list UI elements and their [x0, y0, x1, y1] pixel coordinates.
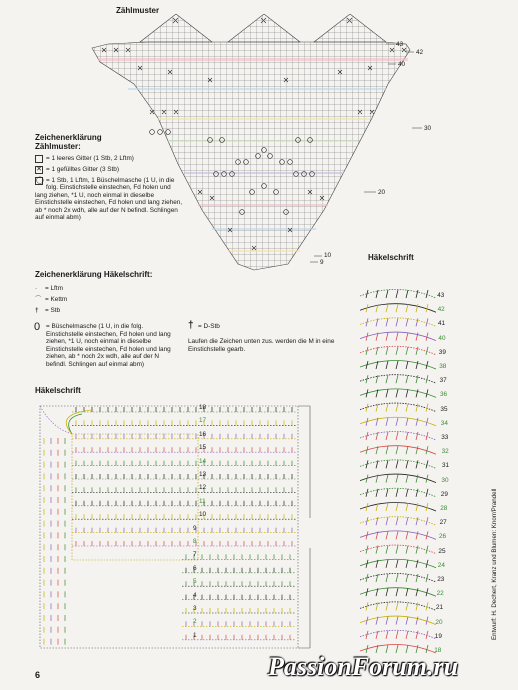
legend-note: Laufen die Zeichen unten zus. werden die M in eine Einstichstelle gearb. — [188, 338, 335, 353]
left-row-number: 15 — [199, 444, 207, 452]
curved-stitch — [396, 389, 398, 397]
curved-stitch — [416, 432, 418, 440]
curved-stitch — [416, 546, 418, 554]
curved-stitch — [386, 375, 388, 383]
pattern-row-label: 10 — [324, 252, 332, 259]
right-row-number: 24 — [437, 561, 445, 569]
curved-stitch — [416, 446, 418, 454]
curved-stitch — [416, 418, 418, 426]
right-row-number: 36 — [440, 391, 448, 399]
left-row-number: 18 — [199, 404, 207, 411]
crochet-legend-title: Zeichenerklärung Häkelschrift: — [35, 270, 153, 279]
curved-stitch — [416, 560, 418, 568]
pattern-grid-chart — [88, 14, 428, 276]
curved-stitch — [416, 290, 418, 298]
right-row-number: 19 — [434, 632, 442, 640]
curved-stitch — [416, 304, 418, 312]
left-row-number: 14 — [199, 457, 207, 465]
curved-stitch — [386, 617, 388, 625]
curved-stitch — [386, 546, 388, 554]
left-row-number: 17 — [199, 417, 207, 425]
curved-stitch — [386, 389, 388, 397]
pattern-row-label: 43 — [396, 41, 404, 48]
curved-stitch — [406, 517, 408, 525]
right-row-number: 39 — [438, 348, 446, 356]
curved-stitch — [416, 375, 418, 383]
curved-stitch — [396, 588, 398, 596]
right-row-number: 34 — [440, 419, 448, 427]
curved-stitch — [386, 333, 388, 341]
curved-stitch — [396, 617, 398, 625]
right-row-number: 38 — [439, 363, 447, 370]
curved-stitch — [396, 560, 398, 568]
curved-stitch — [386, 560, 388, 568]
legend-treble: † = Stb — [35, 307, 61, 314]
left-row-number: 12 — [199, 484, 207, 492]
curved-stitch — [406, 446, 408, 454]
curved-stitch — [406, 375, 408, 383]
curved-stitch — [406, 404, 408, 412]
curved-stitch — [396, 574, 398, 582]
right-row-number: 27 — [439, 519, 447, 527]
curved-stitch — [386, 432, 388, 440]
crochet-chart-square — [32, 398, 334, 654]
curved-stitch — [386, 318, 388, 326]
curved-stitch — [396, 517, 398, 525]
curved-stitch — [386, 517, 388, 525]
designer-credit: Entwurf: H. Dechert, Kranz und Blumen: Knorr/Prandell — [491, 488, 498, 640]
curved-stitch — [406, 418, 408, 426]
count-legend-title: Zeichenerklärung — [35, 133, 102, 142]
curved-stitch — [416, 503, 418, 511]
right-row-number: 33 — [441, 434, 449, 441]
curved-stitch — [406, 290, 408, 298]
pattern-chart-title: Zählmuster — [116, 6, 160, 15]
curved-stitch — [396, 602, 398, 610]
curved-stitch — [386, 602, 388, 610]
curved-stitch — [406, 602, 408, 610]
curved-stitch — [416, 333, 418, 341]
left-row-number: 9 — [193, 524, 197, 532]
x-square-icon: ✕ — [36, 166, 42, 173]
left-row-number: 6 — [193, 564, 197, 572]
curved-stitch — [386, 489, 388, 497]
curved-stitch — [386, 475, 388, 483]
left-row-number: 10 — [199, 511, 207, 519]
curved-stitch — [406, 574, 408, 582]
curved-stitch — [406, 560, 408, 568]
pattern-row-label: 9 — [320, 259, 324, 266]
left-row-number: 5 — [193, 578, 197, 586]
circle-square-icon: ◯ — [36, 177, 44, 184]
left-row-number: 4 — [193, 591, 197, 599]
right-row-number: 22 — [436, 590, 444, 598]
empty-square-icon — [35, 155, 43, 163]
curved-stitch — [386, 588, 388, 596]
curved-stitch — [416, 489, 418, 497]
curved-stitch — [406, 475, 408, 483]
right-row-number: 43 — [437, 292, 445, 299]
curved-stitch — [416, 617, 418, 625]
curved-stitch — [386, 361, 388, 369]
legend-cluster-text: = Büschelmasche (1 U, in die folg. Einstichstelle einstechen, Fd holen und lang ziehen, *1 U, noch einmal in dieselbe Einstichstelle einstechen, Fd holen und lang ziehen, ab * noch 2x wdh, alle auf der N befindl. Schlingen auf einmal abm) — [46, 323, 171, 368]
curved-stitch — [396, 446, 398, 454]
curved-stitch — [416, 404, 418, 412]
watermark-logo: PassionForum.ru — [268, 652, 459, 681]
curved-stitch — [406, 617, 408, 625]
curved-stitch — [396, 418, 398, 426]
curved-stitch — [396, 503, 398, 511]
curved-stitch — [396, 460, 398, 468]
curved-stitch — [386, 531, 388, 539]
curved-stitch — [416, 318, 418, 326]
curved-stitch — [416, 389, 418, 397]
curved-stitch — [396, 489, 398, 497]
curved-stitch — [396, 475, 398, 483]
curved-stitch — [406, 489, 408, 497]
right-row-number: 40 — [438, 334, 446, 342]
right-row-number: 37 — [439, 377, 447, 385]
curved-stitch — [416, 574, 418, 582]
pattern-row-label: 30 — [424, 125, 432, 132]
treble-stitch-icon: † — [35, 307, 39, 314]
curved-stitch — [416, 347, 418, 355]
crochet-chart-left-title: Häkelschrift — [35, 386, 81, 395]
grid-crown-right — [314, 14, 386, 42]
curved-stitch — [416, 475, 418, 483]
curved-stitch — [406, 304, 408, 312]
curved-stitch — [396, 546, 398, 554]
curved-stitch — [406, 546, 408, 554]
corner-arc-green — [69, 414, 82, 434]
left-row-number: 3 — [193, 605, 197, 612]
right-row-number: 28 — [440, 505, 448, 512]
curved-stitch — [396, 375, 398, 383]
curved-stitch — [406, 318, 408, 326]
pattern-row-label: 40 — [398, 61, 406, 68]
right-row-number: 25 — [438, 547, 446, 555]
curved-stitch — [396, 318, 398, 326]
right-row-number: 30 — [441, 476, 449, 484]
legend-chain: · = Lftm — [35, 285, 63, 292]
slip-stitch-icon: ⌒ — [35, 296, 42, 303]
curved-stitch — [396, 631, 398, 639]
cluster-stitch-icon: 0 — [34, 321, 41, 333]
left-row-number: 8 — [193, 538, 197, 545]
right-side-lines — [298, 406, 310, 648]
curved-stitch — [386, 347, 388, 355]
curved-stitch — [416, 361, 418, 369]
legend-slip: ⌒ = Kettm — [35, 296, 68, 303]
curved-stitch — [416, 631, 418, 639]
curved-stitch — [386, 631, 388, 639]
right-row-number: 18 — [434, 647, 442, 654]
left-row-number: 1 — [193, 631, 197, 639]
curved-stitch — [416, 460, 418, 468]
curved-stitch — [386, 418, 388, 426]
square-inner-frame — [72, 434, 198, 560]
left-row-number: 7 — [193, 551, 197, 559]
right-row-number: 35 — [440, 405, 448, 413]
right-row-number: 32 — [441, 448, 449, 456]
legend-dstb-text: = D-Stb — [198, 323, 220, 330]
right-row-number: 21 — [436, 604, 444, 612]
curved-stitch — [386, 574, 388, 582]
curved-stitch — [406, 503, 408, 511]
curved-stitch — [396, 304, 398, 312]
left-row-number: 13 — [199, 471, 207, 478]
curved-stitch — [406, 531, 408, 539]
square-outer-frame — [40, 406, 298, 648]
curved-stitch — [386, 304, 388, 312]
right-row-number: 26 — [439, 533, 447, 541]
right-row-number: 31 — [442, 462, 450, 470]
curved-stitch — [386, 446, 388, 454]
curved-stitch — [396, 333, 398, 341]
curved-stitch — [386, 503, 388, 511]
curved-stitch — [396, 404, 398, 412]
curved-stitch — [386, 404, 388, 412]
left-row-number: 11 — [199, 497, 206, 505]
curved-stitch — [406, 333, 408, 341]
right-row-number: 20 — [435, 618, 443, 626]
pattern-row-label: 20 — [378, 189, 386, 196]
curved-stitch — [416, 531, 418, 539]
right-row-number: 41 — [438, 320, 446, 328]
pattern-row-label: 42 — [416, 49, 424, 56]
right-row-number: 29 — [440, 490, 448, 498]
curved-stitch — [406, 347, 408, 355]
curved-stitch — [406, 389, 408, 397]
curved-stitch — [416, 588, 418, 596]
grid-crown-middle — [228, 14, 300, 42]
right-row-number: 23 — [437, 576, 445, 583]
curved-stitch — [406, 588, 408, 596]
crochet-chart-right-title: Häkelschrift — [368, 253, 414, 262]
curved-stitch — [406, 460, 408, 468]
left-row-number: 16 — [199, 430, 207, 438]
curved-stitch — [396, 531, 398, 539]
curved-stitch — [416, 602, 418, 610]
right-row-number: 42 — [437, 306, 445, 314]
grid-crown-left — [140, 14, 212, 42]
curved-stitch — [396, 290, 398, 298]
legend-cluster-mesh: ◯ = 1 Stb, 1 Lftm, 1 Büschelmasche (1 U, in die folg. Einstichstelle einstechen, Fd holen und lang ziehen, *1 U, noch einmal in dieselbe Einstichstelle einstechen, Fd holen und lang ziehen, ab * noch 2x wdh, alle auf der N befindl. Schlingen auf einmal abm) — [35, 177, 183, 222]
chain-stitch-icon: · — [35, 285, 38, 292]
curved-stitch — [396, 432, 398, 440]
curved-stitch — [416, 517, 418, 525]
legend-filled-mesh: ✕ = 1 gefülltes Gitter (3 Stb) — [36, 166, 119, 173]
count-legend-subtitle: Zählmuster: — [35, 142, 81, 151]
crochet-chart-curved — [358, 264, 438, 656]
left-row-number: 2 — [193, 618, 197, 626]
curved-stitch — [386, 460, 388, 468]
double-treble-icon: † — [188, 320, 194, 331]
curved-stitch — [406, 631, 408, 639]
curved-stitch — [396, 361, 398, 369]
curved-stitch — [396, 347, 398, 355]
curved-stitch — [406, 361, 408, 369]
page-number: 6 — [35, 670, 41, 680]
legend-empty-mesh: = 1 leeres Gitter (1 Stb, 2 Lftm) — [35, 155, 185, 163]
curved-stitch — [406, 432, 408, 440]
curved-stitch — [386, 290, 388, 298]
